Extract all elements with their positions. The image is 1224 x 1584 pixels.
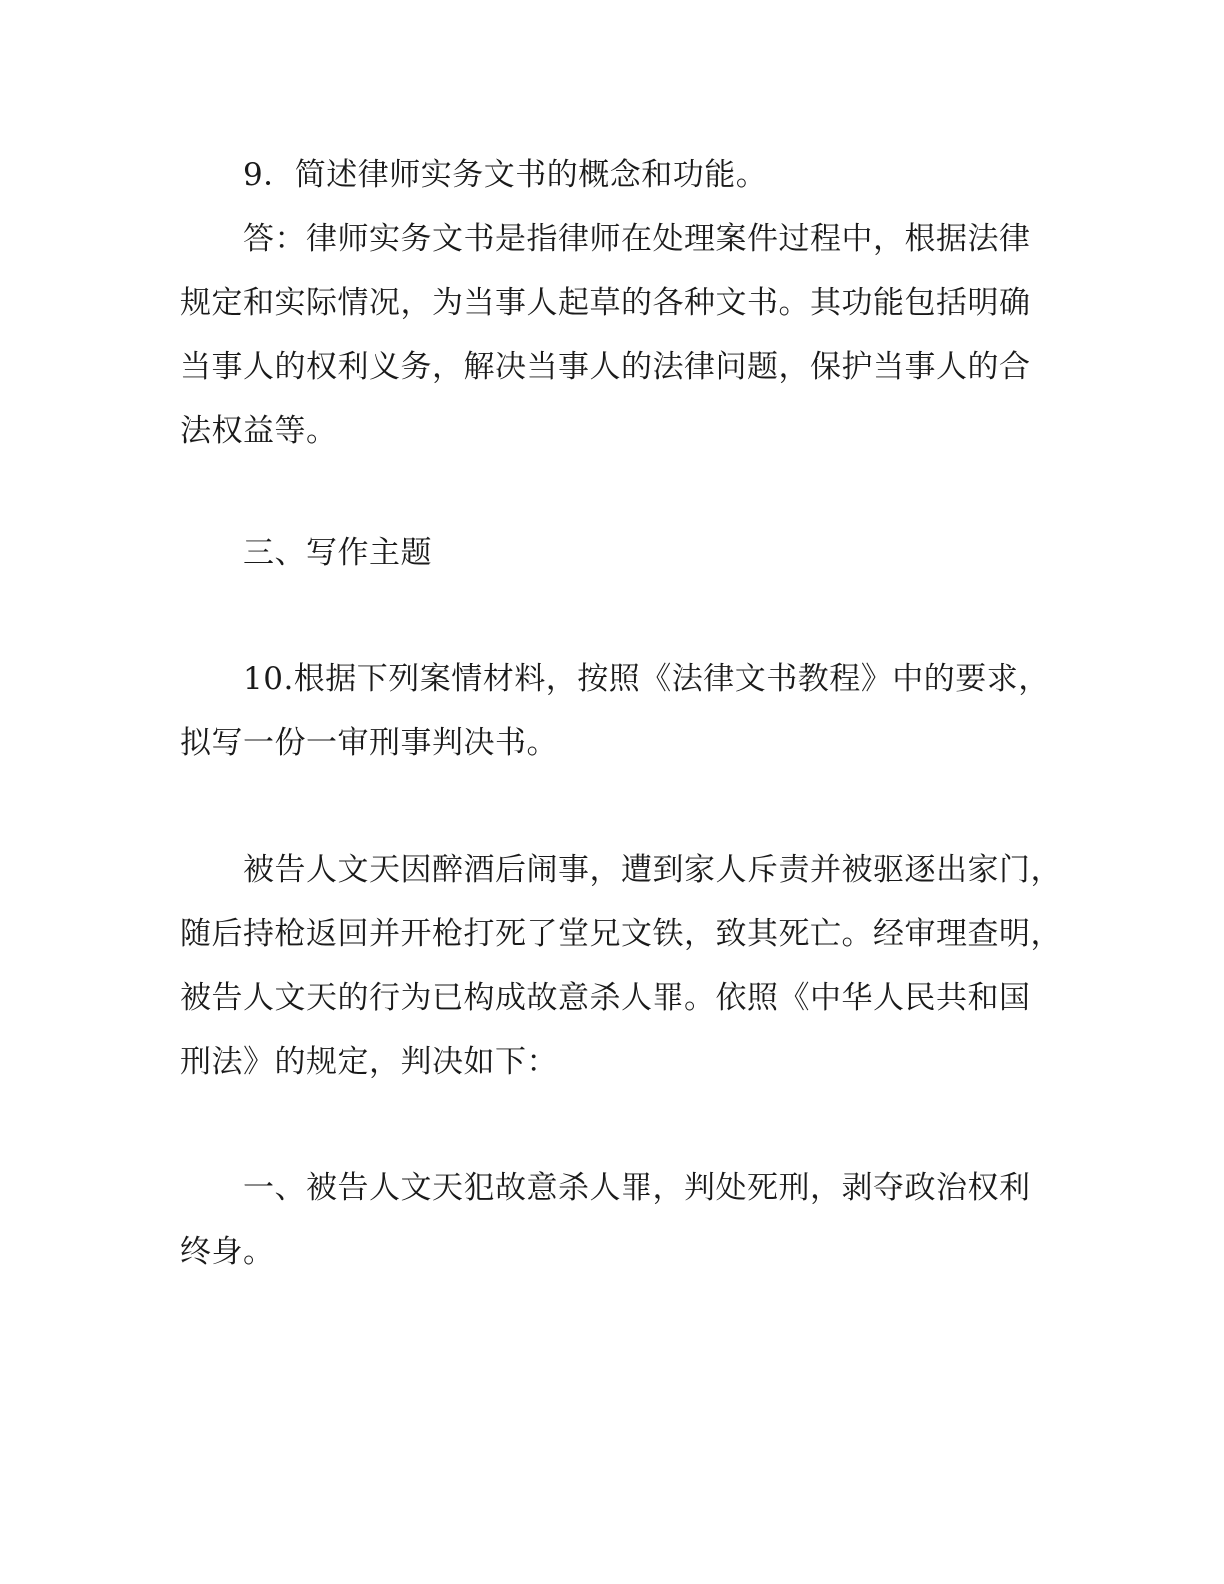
answer-9-line-1: 答：律师实务文书是指律师在处理案件过程中，根据法律: [243, 221, 1031, 257]
question-10-line-2: 拟写一份一审刑事判决书。: [180, 725, 558, 761]
section-3-heading: 三、写作主题: [243, 535, 432, 571]
verdict-line-1: 一、被告人文天犯故意杀人罪，判处死刑，剥夺政治权利: [243, 1170, 1031, 1206]
case-material-line-1: 被告人文天因醉酒后闹事，遭到家人斥责并被驱逐出家门，: [243, 852, 1062, 888]
answer-9-line-4: 法权益等。: [180, 413, 338, 449]
case-material-line-3: 被告人文天的行为已构成故意杀人罪。依照《中华人民共和国: [180, 980, 1031, 1016]
verdict-line-2: 终身。: [180, 1234, 275, 1270]
question-9: 9．简述律师实务文书的概念和功能。: [243, 157, 768, 193]
answer-9-line-3: 当事人的权利义务，解决当事人的法律问题，保护当事人的合: [180, 349, 1031, 385]
case-material-line-4: 刑法》的规定，判决如下：: [180, 1044, 558, 1080]
question-10-line-1: 10.根据下列案情材料，按照《法律文书教程》中的要求，: [243, 661, 1050, 697]
case-material-line-2: 随后持枪返回并开枪打死了堂兄文铁，致其死亡。经审理查明，: [180, 916, 1062, 952]
answer-9-line-2: 规定和实际情况，为当事人起草的各种文书。其功能包括明确: [180, 285, 1031, 321]
